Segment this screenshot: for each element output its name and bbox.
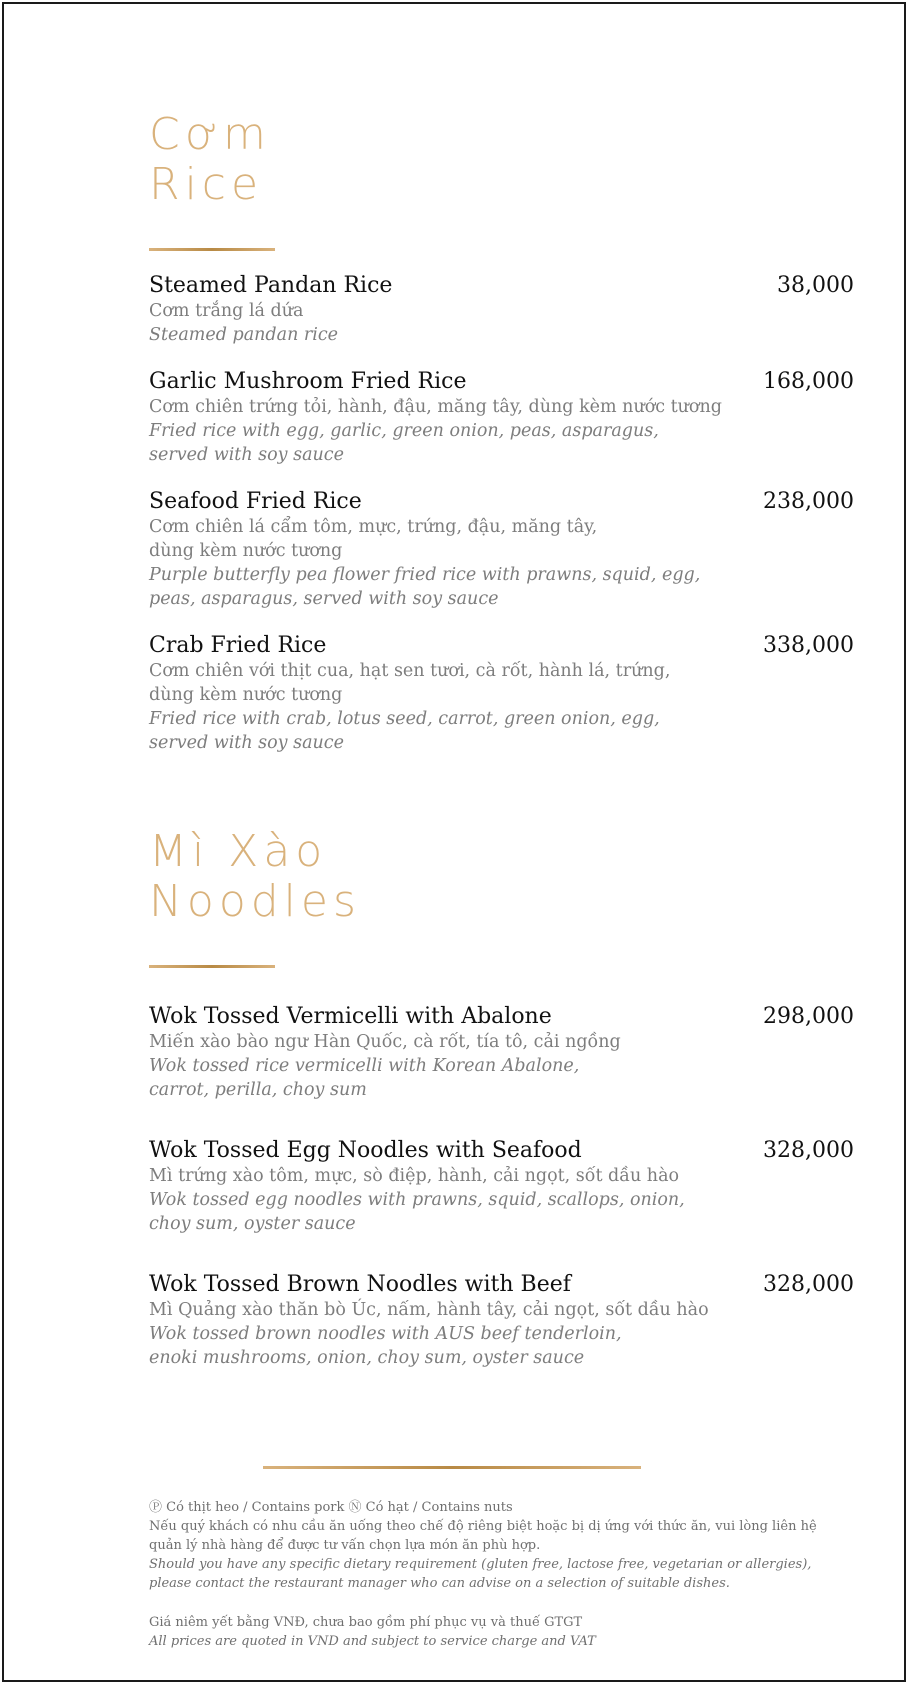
item-price: 238,000 xyxy=(763,489,854,514)
item-description-en: Purple butterfly pea flower fried rice with prawns, squid, egg, peas, asparagus, served with soy sauce xyxy=(149,565,701,609)
item-name: Steamed Pandan Rice xyxy=(149,273,393,298)
title-divider xyxy=(149,965,275,968)
rice-item xyxy=(149,273,854,347)
item-name: Crab Fried Rice xyxy=(149,633,327,658)
menu-page xyxy=(2,2,906,1682)
item-price: 328,000 xyxy=(763,1138,854,1163)
noodles-item xyxy=(149,1004,854,1102)
title-divider xyxy=(149,248,275,251)
noodles-item xyxy=(149,1138,854,1236)
section-title-en: Noodles xyxy=(149,876,361,927)
section-title-vi: Mì Xào xyxy=(149,826,328,877)
item-description-vi: Cơm chiên với thịt cua, hạt sen tươi, cà rốt, hành lá, trứng, dùng kèm nước tương xyxy=(149,661,671,705)
price-note-en: All prices are quoted in VND and subject to service charge and VAT xyxy=(149,1634,596,1649)
item-price: 298,000 xyxy=(763,1004,854,1029)
item-name: Garlic Mushroom Fried Rice xyxy=(149,369,467,394)
item-price: 328,000 xyxy=(763,1272,854,1297)
item-description-en: Wok tossed rice vermicelli with Korean Abalone, carrot, perilla, choy sum xyxy=(149,1056,580,1100)
section-title-noodles xyxy=(149,827,854,927)
item-description-vi: Cơm chiên lá cẩm tôm, mực, trứng, đậu, măng tây, dùng kèm nước tương xyxy=(149,517,598,561)
item-price: 38,000 xyxy=(777,273,854,298)
dietary-note-en: Should you have any specific dietary requirement (gluten free, lactose free, vegetarian or allergies), please contact the restaurant manager who can advise on a selection of suitable dishes. xyxy=(149,1557,812,1591)
item-description-en: Wok tossed brown noodles with AUS beef tenderloin, enoki mushrooms, onion, choy sum, oyster sauce xyxy=(149,1324,622,1368)
noodles-section xyxy=(149,827,854,968)
item-description-vi: Mì Quảng xào thăn bò Úc, nấm, hành tây, cải ngọt, sốt dầu hào xyxy=(149,1300,709,1320)
item-description-vi: Cơm trắng lá dứa xyxy=(149,301,304,321)
item-description-en: Fried rice with crab, lotus seed, carrot, green onion, egg, served with soy sauce xyxy=(149,709,660,753)
footer-notes xyxy=(149,1498,839,1651)
section-title-vi: Cơm xyxy=(149,109,271,160)
section-title-en: Rice xyxy=(149,159,264,210)
noodles-item xyxy=(149,1272,854,1370)
rice-section xyxy=(149,110,854,251)
item-name: Wok Tossed Egg Noodles with Seafood xyxy=(149,1138,582,1163)
item-description-vi: Miến xào bào ngư Hàn Quốc, cà rốt, tía tô, cải ngồng xyxy=(149,1032,621,1052)
allergen-legend: Ⓟ Có thịt heo / Contains pork Ⓝ Có hạt / Contains nuts xyxy=(149,1500,513,1515)
item-price: 338,000 xyxy=(763,633,854,658)
item-name: Wok Tossed Brown Noodles with Beef xyxy=(149,1272,571,1297)
dietary-note-vi: Nếu quý khách có nhu cầu ăn uống theo chế độ riêng biệt hoặc bị dị ứng với thức ăn, vui lòng liên hệ quản lý nhà hàng để được tư vấn chọn lựa món ăn phù hợp. xyxy=(149,1519,817,1553)
rice-item xyxy=(149,633,854,755)
item-description-en: Fried rice with egg, garlic, green onion, peas, asparagus, served with soy sauce xyxy=(149,421,659,465)
item-description-en: Steamed pandan rice xyxy=(149,325,339,345)
item-price: 168,000 xyxy=(763,369,854,394)
item-name: Seafood Fried Rice xyxy=(149,489,362,514)
rice-item xyxy=(149,489,854,611)
item-description-vi: Mì trứng xào tôm, mực, sò điệp, hành, cải ngọt, sốt dầu hào xyxy=(149,1166,680,1186)
item-description-vi: Cơm chiên trứng tỏi, hành, đậu, măng tây, dùng kèm nước tương xyxy=(149,397,722,417)
section-title-rice xyxy=(149,110,854,210)
footer-divider xyxy=(263,1466,641,1469)
rice-item xyxy=(149,369,854,467)
price-note-vi: Giá niêm yết bằng VNĐ, chưa bao gồm phí phục vụ và thuế GTGT xyxy=(149,1615,583,1630)
item-description-en: Wok tossed egg noodles with prawns, squid, scallops, onion, choy sum, oyster sauce xyxy=(149,1190,685,1234)
item-name: Wok Tossed Vermicelli with Abalone xyxy=(149,1004,552,1029)
